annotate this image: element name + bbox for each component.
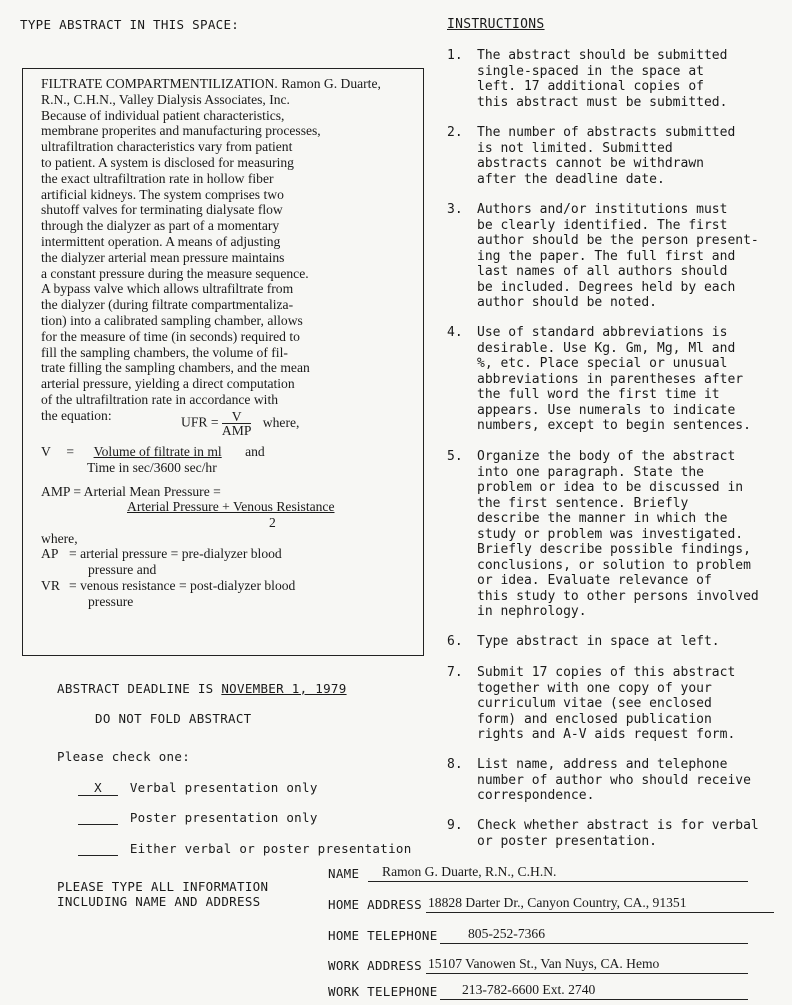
instruction-line: left. 17 additional copies of xyxy=(477,79,704,94)
option-verbal[interactable]: X Verbal presentation only xyxy=(78,780,318,796)
deadline-date: NOVEMBER 1, 1979 xyxy=(221,681,347,696)
instruction-item: 2. The number of abstracts submitted is not limited. Submitted abstracts cannot be withdrawn after the deadline date. xyxy=(447,125,782,187)
instruction-line: single-spaced in the space at xyxy=(477,63,704,79)
home-telephone-line xyxy=(440,943,748,944)
instruction-line: be included. Degrees held by each xyxy=(477,279,736,295)
abstract-line: arterial pressure, yielding a direct computation xyxy=(41,376,295,392)
vr-definition-cont: pressure xyxy=(88,594,134,609)
abstract-line: trate filling the sampling chambers, and the mean xyxy=(41,360,310,376)
abstract-line: the dialyzer (during filtrate compartmentaliza- xyxy=(41,297,294,313)
instruction-line: The number of abstracts submitted xyxy=(477,125,736,140)
home-telephone-label: HOME TELEPHONE xyxy=(328,928,438,943)
abstract-line: for the measure of time (in seconds) required to xyxy=(41,328,300,344)
instruction-line: Authors and/or institutions must xyxy=(477,202,728,217)
instruction-line: abbreviations in parentheses after xyxy=(477,371,744,387)
work-address-field[interactable]: 15107 Vanowen St., Van Nuys, CA. Hemo xyxy=(428,956,660,971)
option-checkbox[interactable] xyxy=(78,810,118,825)
name-label: NAME xyxy=(328,866,360,881)
instruction-item: 6. Type abstract in space at left. xyxy=(447,634,782,650)
instruction-line: the first sentence. Briefly xyxy=(477,495,689,511)
name-field[interactable]: Ramon G. Duarte, R.N., C.H.N. xyxy=(382,864,557,879)
abstract-box xyxy=(22,68,424,656)
abstract-line: a constant pressure during the measure sequence. xyxy=(41,265,309,281)
abstract-line: fill the sampling chambers, the volume of fil- xyxy=(41,344,288,360)
instruction-line: appears. Use numerals to indicate xyxy=(477,402,736,418)
instruction-line: describe the manner in which the xyxy=(477,511,728,526)
abstract-line: shutoff valves for terminating dialysate flow xyxy=(41,202,283,218)
option-checkbox[interactable]: X xyxy=(78,781,118,796)
abstract-line: to patient. A system is disclosed for measuring xyxy=(41,154,294,170)
home-address-label: HOME ADDRESS xyxy=(328,897,422,912)
instruction-line: Submit 17 copies of this abstract xyxy=(477,665,736,680)
name-line xyxy=(368,881,748,882)
please-type-note: PLEASE TYPE ALL INFORMATION INCLUDING NAME AND ADDRESS xyxy=(57,879,269,909)
ap-definition-cont: pressure and xyxy=(88,562,157,577)
work-telephone-line xyxy=(440,999,748,1000)
abstract-line: ultrafiltration characteristics vary from patient xyxy=(41,139,293,155)
amp-numerator: Arterial Pressure + Venous Resistance xyxy=(127,499,335,514)
instruction-line: Check whether abstract is for verbal xyxy=(477,818,759,833)
abstract-line: membrane properites and manufacturing processes, xyxy=(41,123,321,139)
ufr-equation: UFR = $\frac{V}{\text{AMP}}$ where, xyxy=(181,409,300,438)
instruction-line: Organize the body of the abstract xyxy=(477,449,736,464)
instruction-item: 4. Use of standard abbreviations is desirable. Use Kg. Gm, Mg, Ml and %, etc. Place special or unusual abbreviations in parentheses after the full word the first time it appears. Use numerals to indicate numbers, except to begin sentences. xyxy=(447,325,782,434)
abstract-line: FILTRATE COMPARTMENTILIZATION. Ramon G. Duarte, xyxy=(41,76,381,91)
instruction-line: last names of all authors should xyxy=(477,264,728,279)
instruction-line: Use of standard abbreviations is xyxy=(477,325,728,340)
v-definition: V = Volume of filtrate in ml and xyxy=(41,444,265,459)
instruction-line: or poster presentation. xyxy=(477,833,658,849)
instruction-line: List name, address and telephone xyxy=(477,757,728,772)
ap-definition: AP = arterial pressure = pre-dialyzer blood xyxy=(41,546,282,561)
option-either[interactable]: Either verbal or poster presentation xyxy=(78,841,412,856)
instruction-item: 5. Organize the body of the abstract into one paragraph. State the problem or idea to be discussed in the first sentence. Briefly describe the manner in which the study or problem was investigated. Briefly describe possible findings, conclusions, or solution to problem or idea. Evaluate relevance of this study to other persons involved in nephrology. xyxy=(447,449,782,620)
instruction-item: 3. Authors and/or institutions must be clearly identified. The first author should be the person present- ing the paper. The full first and last names of all authors should be included. Degrees held by each author should be noted. xyxy=(447,202,782,311)
instruction-item: 7. Submit 17 copies of this abstract together with one copy of your curriculum vitae (see enclosed form) and enclosed publication rights and A-V aids request form. xyxy=(447,665,782,743)
v-definition-denominator: Time in sec/3600 sec/hr xyxy=(87,460,217,475)
instruction-line: or idea. Evaluate relevance of xyxy=(477,573,712,588)
home-address-field[interactable]: 18828 Darter Dr., Canyon Country, CA., 91351 xyxy=(428,895,687,910)
abstract-line: through the dialyzer as part of a momentary xyxy=(41,218,280,234)
instruction-line: this study to other persons involved xyxy=(477,588,759,604)
work-telephone-field[interactable]: 213-782-6600 Ext. 2740 xyxy=(462,982,596,997)
instruction-line: study or problem was investigated. xyxy=(477,526,744,542)
instruction-line: be clearly identified. The first xyxy=(477,217,728,233)
instruction-line: form) and enclosed publication xyxy=(477,711,712,727)
instruction-line: author should be noted. xyxy=(477,295,658,310)
deadline: ABSTRACT DEADLINE IS NOVEMBER 1, 1979 xyxy=(57,681,347,696)
instruction-line: after the deadline date. xyxy=(477,171,665,187)
instruction-line: number of author who should receive xyxy=(477,772,751,788)
amp-denominator: 2 xyxy=(269,515,276,530)
type-abstract-label: TYPE ABSTRACT IN THIS SPACE: xyxy=(20,17,240,32)
instruction-line: the full word the first time it xyxy=(477,387,720,402)
abstract-line: A bypass valve which allows ultrafiltrate from xyxy=(41,281,294,297)
ufr-fraction: $\frac{V}{\text{AMP}}$ xyxy=(221,409,252,438)
option-poster[interactable]: Poster presentation only xyxy=(78,810,318,825)
work-telephone-label: WORK TELEPHONE xyxy=(328,984,438,999)
abstract-line: R.N., C.H.N., Valley Dialysis Associates, Inc. xyxy=(41,91,290,107)
work-address-line xyxy=(426,973,748,974)
abstract-line: the equation: xyxy=(41,407,112,423)
instruction-line: abstracts cannot be withdrawn xyxy=(477,156,704,171)
instruction-line: this abstract must be submitted. xyxy=(477,94,728,110)
instruction-line: together with one copy of your xyxy=(477,680,712,696)
instruction-line: desirable. Use Kg. Gm, Mg, Ml and xyxy=(477,340,736,356)
instruction-line: is not limited. Submitted xyxy=(477,140,673,156)
instruction-item: 8. List name, address and telephone number of author who should receive correspondence. xyxy=(447,757,782,804)
instruction-line: in nephrology. xyxy=(477,604,587,619)
amp-definition: AMP = Arterial Mean Pressure = xyxy=(41,484,221,499)
vr-definition: VR = venous resistance = post-dialyzer blood xyxy=(41,578,296,593)
check-prompt: Please check one: xyxy=(57,749,191,764)
abstract-line: of the ultrafiltration rate in accordance with xyxy=(41,391,279,407)
instruction-line: Type abstract in space at left. xyxy=(477,634,720,649)
where-label: where, xyxy=(41,531,78,546)
abstract-line: the dialyzer arterial mean pressure maintains xyxy=(41,249,285,265)
instruction-line: numbers, except to begin sentences. xyxy=(477,418,751,433)
instruction-line: correspondence. xyxy=(477,788,595,803)
home-address-line xyxy=(426,912,774,913)
instruction-item: 1. The abstract should be submitted single-spaced in the space at left. 17 additional copies of this abstract must be submitted. xyxy=(447,48,782,110)
instruction-line: rights and A-V aids request form. xyxy=(477,727,736,742)
home-telephone-field[interactable]: 805-252-7366 xyxy=(468,926,546,941)
option-checkbox[interactable] xyxy=(78,841,118,856)
instructions-heading: INSTRUCTIONS xyxy=(447,17,545,32)
abstract-line: tion) into a calibrated sampling chamber, allows xyxy=(41,312,303,328)
instruction-line: The abstract should be submitted xyxy=(477,48,728,63)
abstract-line: intermittent operation. A means of adjusting xyxy=(41,233,281,249)
abstract-line: artificial kidneys. The system comprises two xyxy=(41,186,284,202)
instruction-line: %, etc. Place special or unusual xyxy=(477,356,728,371)
do-not-fold-note: DO NOT FOLD ABSTRACT xyxy=(95,711,252,726)
instruction-line: author should be the person present- xyxy=(477,233,759,248)
instruction-line: ing the paper. The full first and xyxy=(477,248,736,264)
instruction-line: curriculum vitae (see enclosed xyxy=(477,696,712,711)
instruction-line: Briefly describe possible findings, xyxy=(477,542,751,557)
abstract-line: Because of individual patient characteristics, xyxy=(41,107,285,123)
abstract-line: the exact ultrafiltration rate in hollow fiber xyxy=(41,170,274,186)
instruction-line: problem or idea to be discussed in xyxy=(477,480,744,495)
abstract-body xyxy=(41,76,431,424)
instruction-item: 9. Check whether abstract is for verbal or poster presentation. xyxy=(447,818,782,849)
instruction-line: into one paragraph. State the xyxy=(477,464,704,480)
instruction-line: conclusions, or solution to problem xyxy=(477,557,751,573)
work-address-label: WORK ADDRESS xyxy=(328,958,422,973)
